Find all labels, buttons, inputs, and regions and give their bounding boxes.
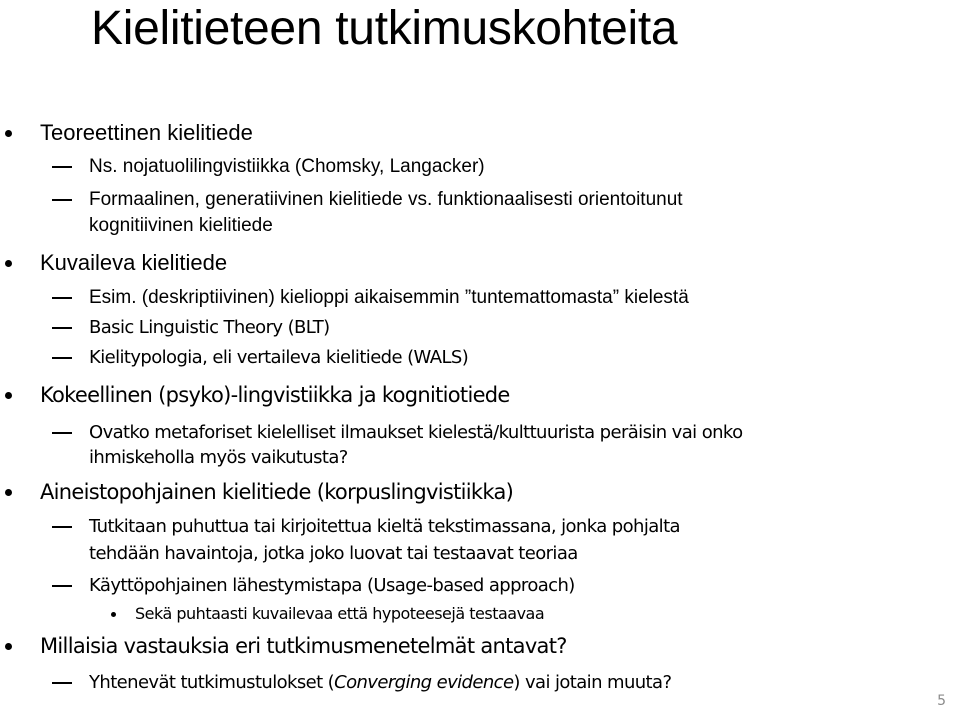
text-part: ) vai jotain muuta? <box>513 672 672 693</box>
sub-bullet-text-continued: ihmiskeholla myös vaikutusta? <box>89 447 348 468</box>
dash-icon <box>52 327 72 329</box>
sub-bullet-text: Tutkitaan puhuttua tai kirjoitettua kieltä tekstimassana, jonka pohjalta <box>89 516 680 537</box>
emphasized-text: Converging evidence <box>334 672 514 693</box>
dash-icon <box>52 357 72 359</box>
bullet-text: Kokeellinen (psyko)-lingvistiikka ja kognitiotiede <box>40 383 510 407</box>
sub-bullet-text: Ovatko metaforiset kielelliset ilmaukset kielestä/kulttuurista peräisin vai onko <box>89 422 743 443</box>
dash-icon <box>52 432 72 434</box>
sub-bullet-text: Esim. (deskriptiivinen) kielioppi aikaisemmin ”tuntemattomasta” kielestä <box>89 287 689 308</box>
bullet-icon <box>5 130 12 137</box>
sub-bullet-text <box>89 670 671 695</box>
sub-bullet-text: Käyttöpohjainen lähestymistapa (Usage-based approach) <box>89 575 575 596</box>
sub-bullet-text: Formaalinen, generatiivinen kielitiede vs. funktionaalisesti orientoitunut <box>89 189 683 210</box>
dash-icon <box>52 682 72 684</box>
sub-bullet-text: Ns. nojatuolilingvistiikka (Chomsky, Langacker) <box>89 156 485 177</box>
bullet-text: Teoreettinen kielitiede <box>40 120 253 145</box>
sub-bullet-text-continued: tehdään havaintoja, jotka joko luovat tai testaavat teoriaa <box>89 543 578 564</box>
page-number: 5 <box>937 693 946 709</box>
sub-sub-bullet-text: Sekä puhtaasti kuvailevaa että hypoteesejä testaavaa <box>135 604 545 623</box>
sub-bullet-text-continued: kognitiivinen kielitiede <box>89 215 273 236</box>
bullet-icon <box>5 489 12 496</box>
sub-bullet-text: Kielitypologia, eli vertaileva kielitiede (WALS) <box>89 347 469 368</box>
bullet-text: Kuvaileva kielitiede <box>40 250 228 275</box>
bullet-text: Aineistopohjainen kielitiede (korpuslingvistiikka) <box>40 480 514 504</box>
dash-icon <box>52 526 72 528</box>
dash-icon <box>52 297 72 299</box>
bullet-text: Millaisia vastauksia eri tutkimusmenetelmät antavat? <box>40 634 567 658</box>
dash-icon <box>52 199 72 201</box>
text-part: Yhtenevät tutkimustulokset ( <box>89 672 335 693</box>
sub-bullet-text: Basic Linguistic Theory (BLT) <box>89 317 330 338</box>
bullet-icon <box>5 260 12 267</box>
dash-icon <box>52 585 72 587</box>
bullet-icon <box>5 392 12 399</box>
slide-title: Kielitieteen tutkimuskohteita <box>91 2 678 55</box>
bullet-icon <box>111 612 116 617</box>
dash-icon <box>52 166 72 168</box>
bullet-icon <box>5 643 12 650</box>
